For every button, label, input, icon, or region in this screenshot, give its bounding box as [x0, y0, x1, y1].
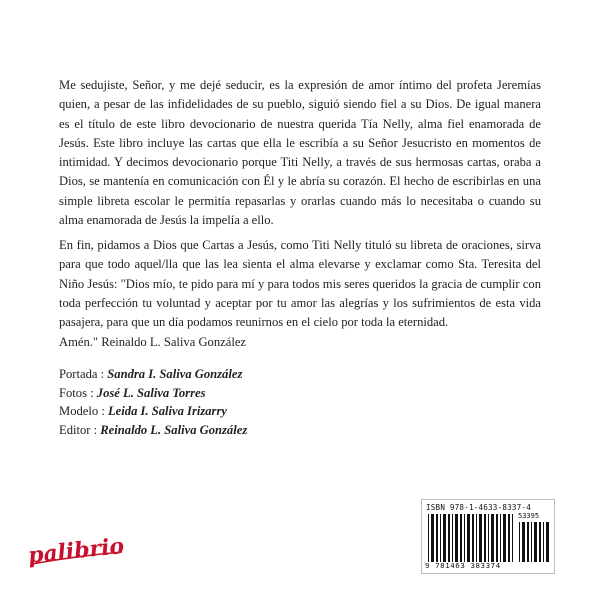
closing-signature: Amén." Reinaldo L. Saliva González [59, 335, 246, 349]
barcode-bar [496, 514, 498, 562]
barcode-bar [512, 514, 513, 562]
barcode-addon-bars [519, 522, 549, 562]
credit-label: Modelo : [59, 404, 108, 419]
barcode-addon-number: 53395 [518, 512, 540, 520]
credit-name: Sandra I. Saliva González [107, 367, 243, 381]
barcode-bar [531, 522, 532, 562]
barcode-bar [519, 522, 520, 562]
barcode-bar [546, 522, 549, 562]
barcode-bar [452, 514, 453, 562]
svg-text:palibrio: palibrio [26, 533, 126, 569]
description-paragraph-2: En fin, pidamos a Dios que Cartas a Jesús, como Titi Nelly tituló su libreta de oraciones, sirva para que todo aquel/lla que las lea sienta el alma elevarse y exclamar como Sta. Teresita del Niño Jesús: "Dios mío, te pido para mí y para todos mis seres queridos la gracia de cumplir con toda perfección tu voluntad y aceptar por tu amor las alegrías y los sufrimientos de esta vida pasajera, para que un día podamos reunirnos en el cielo por toda la eternidad. [59, 238, 541, 330]
ean-number: 9 781463 383374 [425, 561, 501, 570]
barcode-bar [488, 514, 489, 562]
credit-model [59, 402, 247, 421]
credit-name: Reinaldo L. Saliva González [100, 422, 248, 437]
barcode-bar [472, 514, 474, 562]
credit-label: Fotos : [59, 385, 97, 400]
barcode-bar [491, 514, 494, 562]
credit-label: Portada : [59, 367, 108, 381]
barcode-bar [534, 522, 537, 562]
barcode-bars [428, 514, 516, 562]
credit-name: José L. Saliva Torres [96, 385, 206, 400]
publisher-logo [26, 532, 130, 572]
barcode-bar [467, 514, 470, 562]
barcode-bar [431, 514, 434, 562]
barcode-bar [448, 514, 450, 562]
credit-name: Leida I. Saliva Irizarry [107, 404, 227, 419]
barcode-bar [436, 514, 438, 562]
credit-photos [59, 384, 247, 403]
credit-editor [59, 421, 247, 440]
barcode-bar [539, 522, 541, 562]
barcode-bar [508, 514, 510, 562]
isbn-text: ISBN 978-1-4633-8337-4 [426, 503, 531, 512]
barcode-bar [484, 514, 486, 562]
barcode-bar [503, 514, 506, 562]
barcode-bar [428, 514, 429, 562]
credit-label: Editor : [59, 422, 101, 437]
barcode-bar [455, 514, 458, 562]
barcode-bar [522, 522, 525, 562]
barcode-bar [479, 514, 482, 562]
barcode-bar [443, 514, 446, 562]
isbn-barcode [421, 499, 555, 574]
barcode-bar [500, 514, 501, 562]
barcode-bar [464, 514, 465, 562]
barcode-bar [460, 514, 462, 562]
credit-cover [59, 365, 247, 384]
barcode-bar [476, 514, 477, 562]
barcode-bar [527, 522, 529, 562]
description-paragraph-1: Me sedujiste, Señor, y me dejé seducir, es la expresión de amor íntimo del profeta Jeremías quien, a pesar de las infidelidades de su pueblo, siguió siendo fiel a su Dios. De igual manera es el título de este libro devocionario de nuestra querida Tía Nelly, alma fiel enamorada de Jesús. Este libro incluye las cartas que ella le escribía a su Señor Jesucristo en momentos de intimidad. Y decimos devocionario porque Titi Nelly, a través de sus hermosas cartas, oraba a Dios, se mantenía en comunicación con Él y le abría su corazón. El hecho de escribirlas en una simple libreta escolar le permitía repasarlas y orarlas cuando más lo necesitaba o cuando su alma enamorada de Jesús la impelía a ello. [59, 78, 541, 228]
credits-list [59, 365, 247, 439]
barcode-bar [543, 522, 544, 562]
barcode-bar [440, 514, 441, 562]
